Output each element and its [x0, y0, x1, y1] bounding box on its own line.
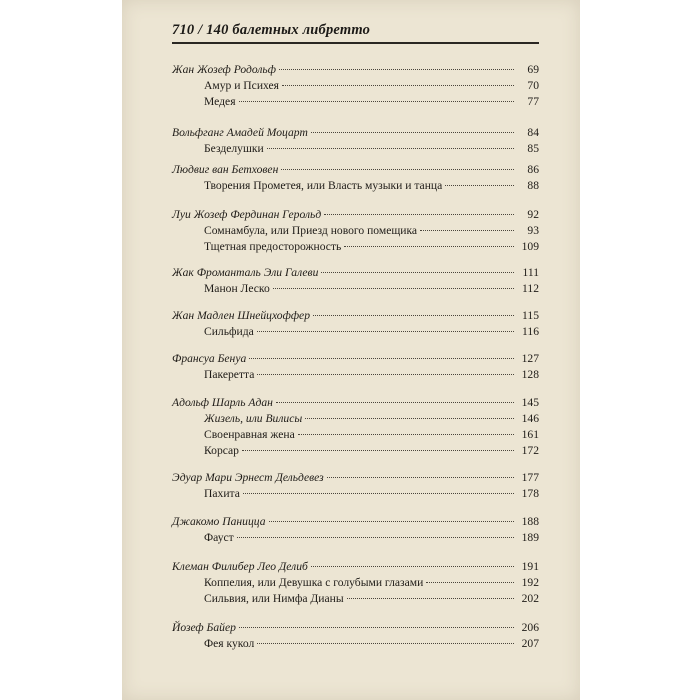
dot-leader — [347, 597, 514, 599]
dot-leader — [298, 433, 514, 435]
toc-author-entry-title: Джакомо Паницца — [172, 515, 266, 528]
toc-author-entry-title: Жак Фроманталь Эли Галеви — [172, 266, 319, 279]
toc-work-entry-page-number: 161 — [521, 428, 539, 441]
dot-leader — [281, 168, 514, 170]
toc-work-entry — [204, 141, 539, 157]
toc-author-entry-title: Франсуа Бенуа — [172, 352, 247, 365]
toc-work-entry-page-number: 112 — [522, 282, 539, 295]
toc-work-entry-page-number: 70 — [527, 79, 539, 92]
toc-author-entry — [172, 62, 539, 78]
dot-leader — [426, 581, 514, 583]
toc-work-entry — [204, 427, 539, 443]
toc-author-entry-page-number: 111 — [522, 266, 539, 279]
toc-work-entry-title: Сильвия, или Нимфа Дианы — [204, 592, 344, 605]
toc-author-entry — [172, 620, 539, 636]
dot-leader — [257, 642, 514, 644]
dot-leader — [269, 520, 515, 522]
toc-work-entry — [204, 575, 539, 591]
toc-work-entry-page-number: 146 — [521, 412, 539, 425]
dot-leader — [420, 229, 514, 231]
toc-work-entry-page-number: 192 — [521, 576, 539, 589]
dot-leader — [311, 565, 514, 567]
toc-author-entry-page-number: 177 — [521, 471, 539, 484]
toc-author-entry-title: Людвиг ван Бетховен — [172, 163, 279, 176]
toc-work-entry-page-number: 189 — [521, 531, 539, 544]
toc-work-entry-title: Корсар — [204, 444, 239, 457]
toc-work-entry-title: Амур и Психея — [204, 79, 280, 92]
toc-work-entry-page-number: 178 — [521, 487, 539, 500]
toc-author-entry-title: Йозеф Байер — [172, 621, 236, 634]
toc-work-entry-page-number: 172 — [521, 444, 539, 457]
toc-author-entry — [172, 125, 539, 141]
toc-author-entry-title: Эдуар Мари Эрнест Дельдевез — [172, 471, 324, 484]
toc-author-entry — [172, 351, 539, 367]
toc-work-entry-page-number: 116 — [522, 325, 539, 338]
dot-leader — [279, 68, 514, 70]
toc-author-entry-page-number: 145 — [521, 396, 539, 409]
toc-author-entry-title: Луи Жозеф Фердинан Герольд — [172, 208, 322, 221]
toc-author-entry-page-number: 84 — [527, 126, 539, 139]
toc-work-entry — [204, 94, 539, 110]
dot-leader — [324, 213, 514, 215]
toc-author-entry-page-number: 127 — [521, 352, 539, 365]
dot-leader — [276, 401, 514, 403]
toc-work-entry — [204, 530, 539, 546]
toc-work-entry — [204, 636, 539, 652]
toc-work-entry — [204, 78, 539, 94]
toc-work-entry — [204, 411, 539, 427]
dot-leader — [243, 492, 514, 494]
dot-leader — [242, 449, 514, 451]
toc-author-entry-title: Адольф Шарль Адан — [172, 396, 273, 409]
toc-work-entry-title: Фауст — [204, 531, 234, 544]
toc-work-entry — [204, 443, 539, 459]
dot-leader — [257, 373, 514, 375]
toc-work-entry — [204, 178, 539, 194]
dot-leader — [239, 100, 514, 102]
toc-work-entry-page-number: 88 — [527, 179, 539, 192]
toc-author-entry-page-number: 115 — [522, 309, 539, 322]
dot-leader — [313, 314, 514, 316]
toc-work-entry-page-number: 77 — [527, 95, 539, 108]
toc-work-entry-title: Пакеретта — [204, 368, 255, 381]
toc-work-entry-title: Творения Прометея, или Власть музыки и танца — [204, 179, 443, 192]
toc-author-entry-page-number: 188 — [521, 515, 539, 528]
toc-work-entry-title: Манон Леско — [204, 282, 270, 295]
toc-author-entry — [172, 395, 539, 411]
toc-work-entry-page-number: 109 — [521, 240, 539, 253]
book-page — [122, 0, 580, 700]
toc-work-entry-title: Своенравная жена — [204, 428, 295, 441]
dot-leader — [249, 357, 514, 359]
toc-work-entry-title: Сильфида — [204, 325, 254, 338]
table-of-contents — [122, 0, 580, 700]
dot-leader — [305, 417, 514, 419]
toc-author-entry-page-number: 69 — [527, 63, 539, 76]
dot-leader — [344, 245, 514, 247]
toc-author-entry-page-number: 92 — [527, 208, 539, 221]
toc-work-entry — [204, 223, 539, 239]
toc-work-entry-page-number: 93 — [527, 224, 539, 237]
dot-leader — [327, 476, 514, 478]
toc-author-entry-title: Клеман Филибер Лео Делиб — [172, 560, 308, 573]
toc-author-entry — [172, 207, 539, 223]
toc-author-entry — [172, 265, 539, 281]
toc-work-entry-title: Жизель, или Вилисы — [204, 412, 303, 425]
dot-leader — [257, 330, 514, 332]
toc-work-entry-title: Безделушки — [204, 142, 264, 155]
toc-work-entry-title: Фея кукол — [204, 637, 255, 650]
toc-author-entry — [172, 162, 539, 178]
toc-author-entry — [172, 514, 539, 530]
toc-author-entry — [172, 559, 539, 575]
toc-work-entry-page-number: 85 — [527, 142, 539, 155]
toc-work-entry — [204, 239, 539, 255]
toc-work-entry-title: Сомнамбула, или Приезд нового помещика — [204, 224, 418, 237]
dot-leader — [445, 184, 514, 186]
toc-work-entry-page-number: 202 — [521, 592, 539, 605]
dot-leader — [273, 287, 514, 289]
toc-work-entry — [204, 281, 539, 297]
toc-work-entry-title: Тщетная предосторожность — [204, 240, 342, 253]
toc-work-entry-page-number: 207 — [521, 637, 539, 650]
dot-leader — [321, 271, 514, 273]
toc-author-entry-page-number: 206 — [521, 621, 539, 634]
toc-work-entry — [204, 486, 539, 502]
toc-work-entry-title: Пахита — [204, 487, 240, 500]
dot-leader — [237, 536, 514, 538]
toc-author-entry-page-number: 191 — [521, 560, 539, 573]
toc-author-entry-title: Жан Жозеф Родольф — [172, 63, 276, 76]
toc-work-entry-title: Коппелия, или Девушка с голубыми глазами — [204, 576, 424, 589]
dot-leader — [311, 131, 514, 133]
toc-work-entry-page-number: 128 — [521, 368, 539, 381]
toc-work-entry — [204, 367, 539, 383]
toc-work-entry-title: Медея — [204, 95, 236, 108]
dot-leader — [282, 84, 514, 86]
toc-work-entry — [204, 324, 539, 340]
toc-author-entry-title: Жан Мадлен Шнейцхоффер — [172, 309, 311, 322]
toc-author-entry-page-number: 86 — [527, 163, 539, 176]
toc-author-entry — [172, 308, 539, 324]
toc-work-entry — [204, 591, 539, 607]
running-header: 710 / 140 балетных либретто — [172, 22, 371, 38]
toc-author-entry-title: Вольфганг Амадей Моцарт — [172, 126, 308, 139]
toc-author-entry — [172, 470, 539, 486]
dot-leader — [267, 147, 514, 149]
dot-leader — [239, 626, 514, 628]
